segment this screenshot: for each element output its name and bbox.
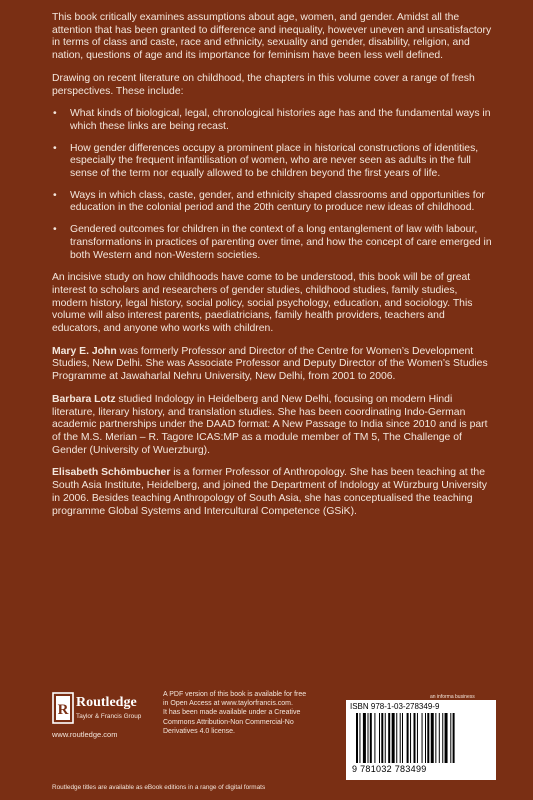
routledge-logo bbox=[52, 692, 152, 726]
svg-text:R: R bbox=[57, 702, 69, 718]
author-bio-schombucher: Elisabeth Schömbucher is a former Professor of Anthropology. She has been teaching at the South Asia Institute, Heidelberg, and joined the Department of Indology at Würzburg University in 2006. Besides teaching Anthropology of South Asia, she has conceptualised the teaching programme Global Systems and Intercultural Competence (GSiK). bbox=[52, 467, 487, 517]
ebook-availability-note: Routledge titles are available as eBook editions in a range of digital formats bbox=[52, 784, 266, 791]
list-item: • What kinds of biological, legal, chronological histories age has and the fundamental ways in which these links are being recast. bbox=[53, 108, 491, 132]
author-bio-lotz: Barbara Lotz studied Indology in Heidelberg and New Delhi, focusing on modern Hindi literature, literary history, and translation studies. She has been coordinating Indo-German academic partnerships under the DAAD format: A New Passage to India since 2010 and is part of the M.S. Merian – R. Tagore ICAS:MP as a module member of TM 5, The Challenge of Gender (University of Wuerzburg). bbox=[52, 393, 488, 456]
publisher-name: Routledge bbox=[76, 695, 137, 710]
cover-footer bbox=[0, 686, 533, 800]
bullet-icon: • bbox=[53, 224, 57, 236]
intro-paragraph: This book critically examines assumptions about age, women, and gender. Amidst all the attention that has been granted to difference and inequality, however uneven and unsatisfactory in terms of class and caste, race and ethnicity, sexuality and gender, disability, religion, and nation, questions of age and its importance for feminism have been less well defined. bbox=[52, 12, 492, 62]
perspectives-paragraph: Drawing on recent literature on childhood, the chapters in this volume cover a range of fresh perspectives. These include: bbox=[52, 72, 475, 97]
barcode-icon bbox=[354, 713, 494, 763]
bullet-icon: • bbox=[53, 189, 57, 201]
list-item: • How gender differences occupy a prominent place in historical constructions of identities, especially the frequent infantilisation of women, who are never seen as adults in the full sense of the term nor equally allowed to be children beyond the first years of life. bbox=[53, 142, 479, 180]
publisher-group: Taylor & Francis Group bbox=[76, 713, 142, 720]
isbn-digits: 9 781032 783499 bbox=[352, 764, 427, 774]
audience-paragraph: An incisive study on how childhoods have come to be understood, this book will be of great interest to scholars and researchers of gender studies, childhood studies, family studies, modern history, legal history, social policy, social psychology, education, and sociology. This volume will also interest parents, paediatricians, family health providers, teachers and educators, and anyone who works with children. bbox=[52, 272, 473, 335]
author-name: Barbara Lotz bbox=[52, 393, 116, 405]
author-name: Elisabeth Schömbucher bbox=[52, 467, 171, 479]
author-bio-john: Mary E. John was formerly Professor and Director of the Centre for Women’s Development Studies, New Delhi. She was Associate Professor and Deputy Director of the Women’s Studies Programme at Jawaharlal Nehru University, New Delhi, from 2001 to 2006. bbox=[52, 345, 488, 383]
bullet-icon: • bbox=[53, 142, 57, 154]
isbn-barcode-box bbox=[346, 700, 496, 780]
isbn-label: ISBN 978-1-03-278349-9 bbox=[350, 702, 440, 711]
publisher-website: www.routledge.com bbox=[52, 730, 118, 739]
perspectives-list bbox=[52, 108, 492, 262]
open-access-note: A PDF version of this book is available for free in Open Access at www.taylorfrancis.com. It has been made available under a Creative Commons Attribution-Non Commercial-No Derivatives 4.0 license. bbox=[163, 691, 307, 735]
bullet-icon: • bbox=[53, 108, 57, 120]
informa-tagline: an informa business bbox=[430, 694, 475, 700]
list-item: • Ways in which class, caste, gender, and ethnicity shaped classrooms and opportunities for education in the colonial period and the 20th century to produce new ideas of childhood. bbox=[53, 189, 485, 214]
list-item: • Gendered outcomes for children in the context of a long entanglement of law with labour, transformations in practices of parenting over time, and how the concept of care emerged in both Western and non-Western societies. bbox=[53, 224, 492, 261]
back-cover-text bbox=[52, 12, 492, 528]
routledge-emblem-icon bbox=[52, 692, 74, 724]
author-name: Mary E. John bbox=[52, 345, 117, 357]
